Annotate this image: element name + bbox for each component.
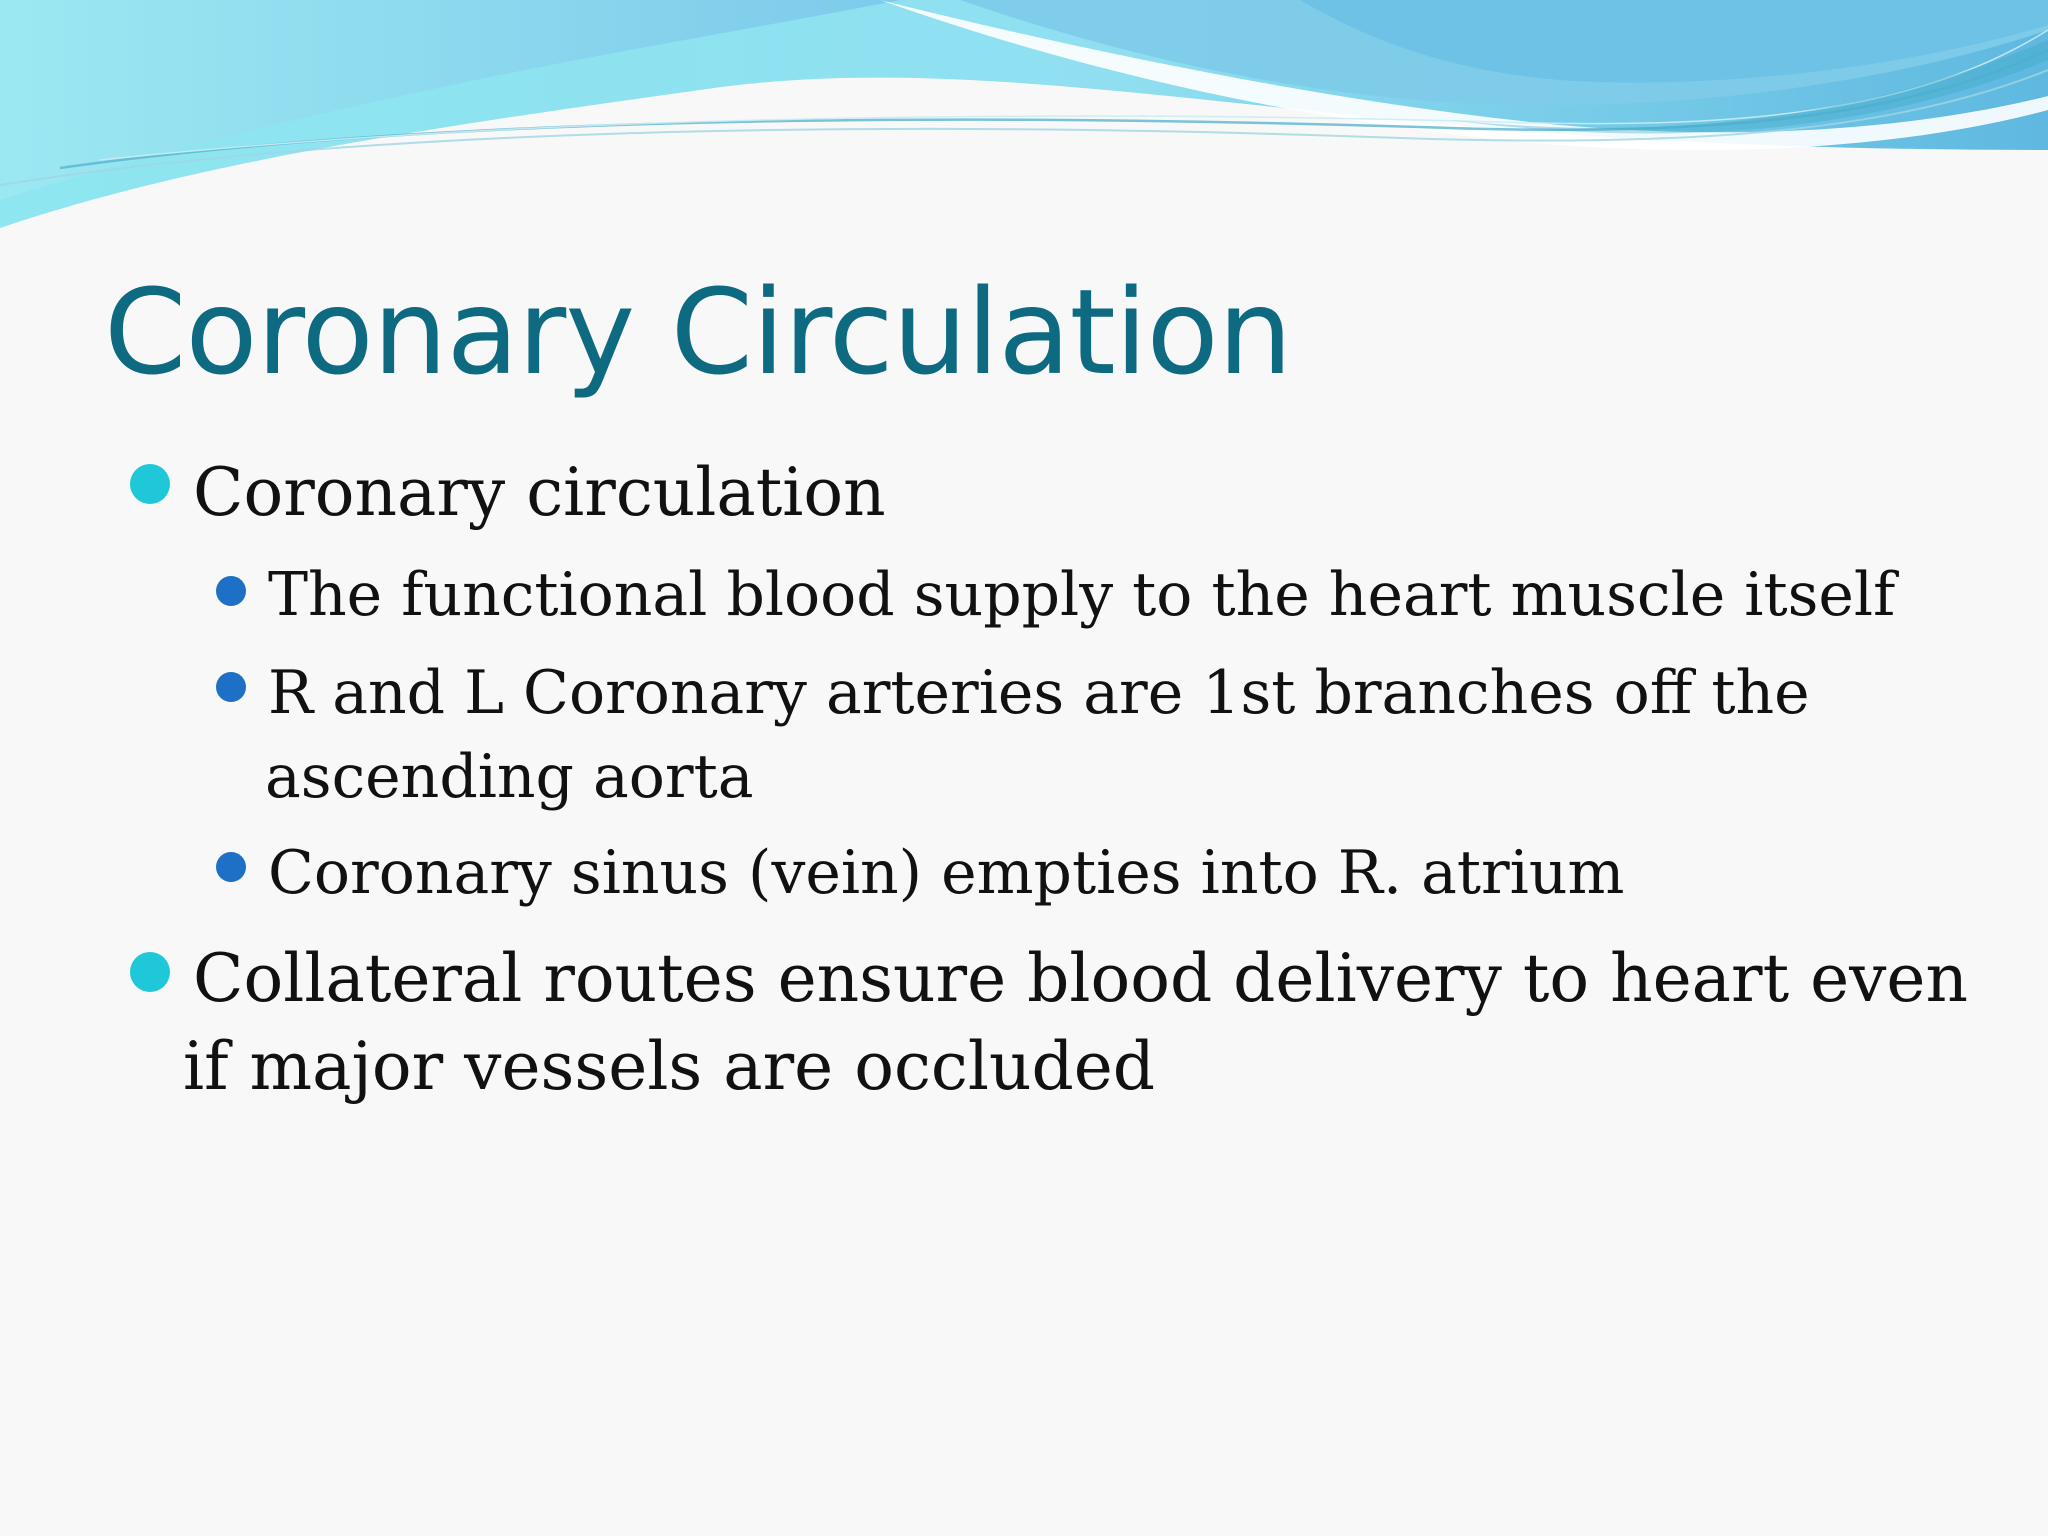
slide-title: Coronary Circulation xyxy=(104,263,1292,401)
sub-bullet-text-continuation: ascending aorta xyxy=(265,742,754,812)
bullet-text: Collateral routes ensure blood delivery to heart even xyxy=(193,940,1968,1017)
sub-bullet-text: R and L Coronary arteries are 1st branches off the xyxy=(268,658,1810,728)
bullet-text: Coronary circulation xyxy=(193,454,886,531)
sub-bullet-text: Coronary sinus (vein) empties into R. atrium xyxy=(268,838,1625,908)
sub-bullet-icon xyxy=(216,852,246,882)
bullet-text-continuation: if major vessels are occluded xyxy=(183,1028,1156,1105)
sub-bullet-text: The functional blood supply to the heart muscle itself xyxy=(268,560,1896,630)
bullet-icon xyxy=(130,464,170,504)
bullet-icon xyxy=(130,952,170,992)
sub-bullet-icon xyxy=(216,576,246,606)
sub-bullet-icon xyxy=(216,672,246,702)
